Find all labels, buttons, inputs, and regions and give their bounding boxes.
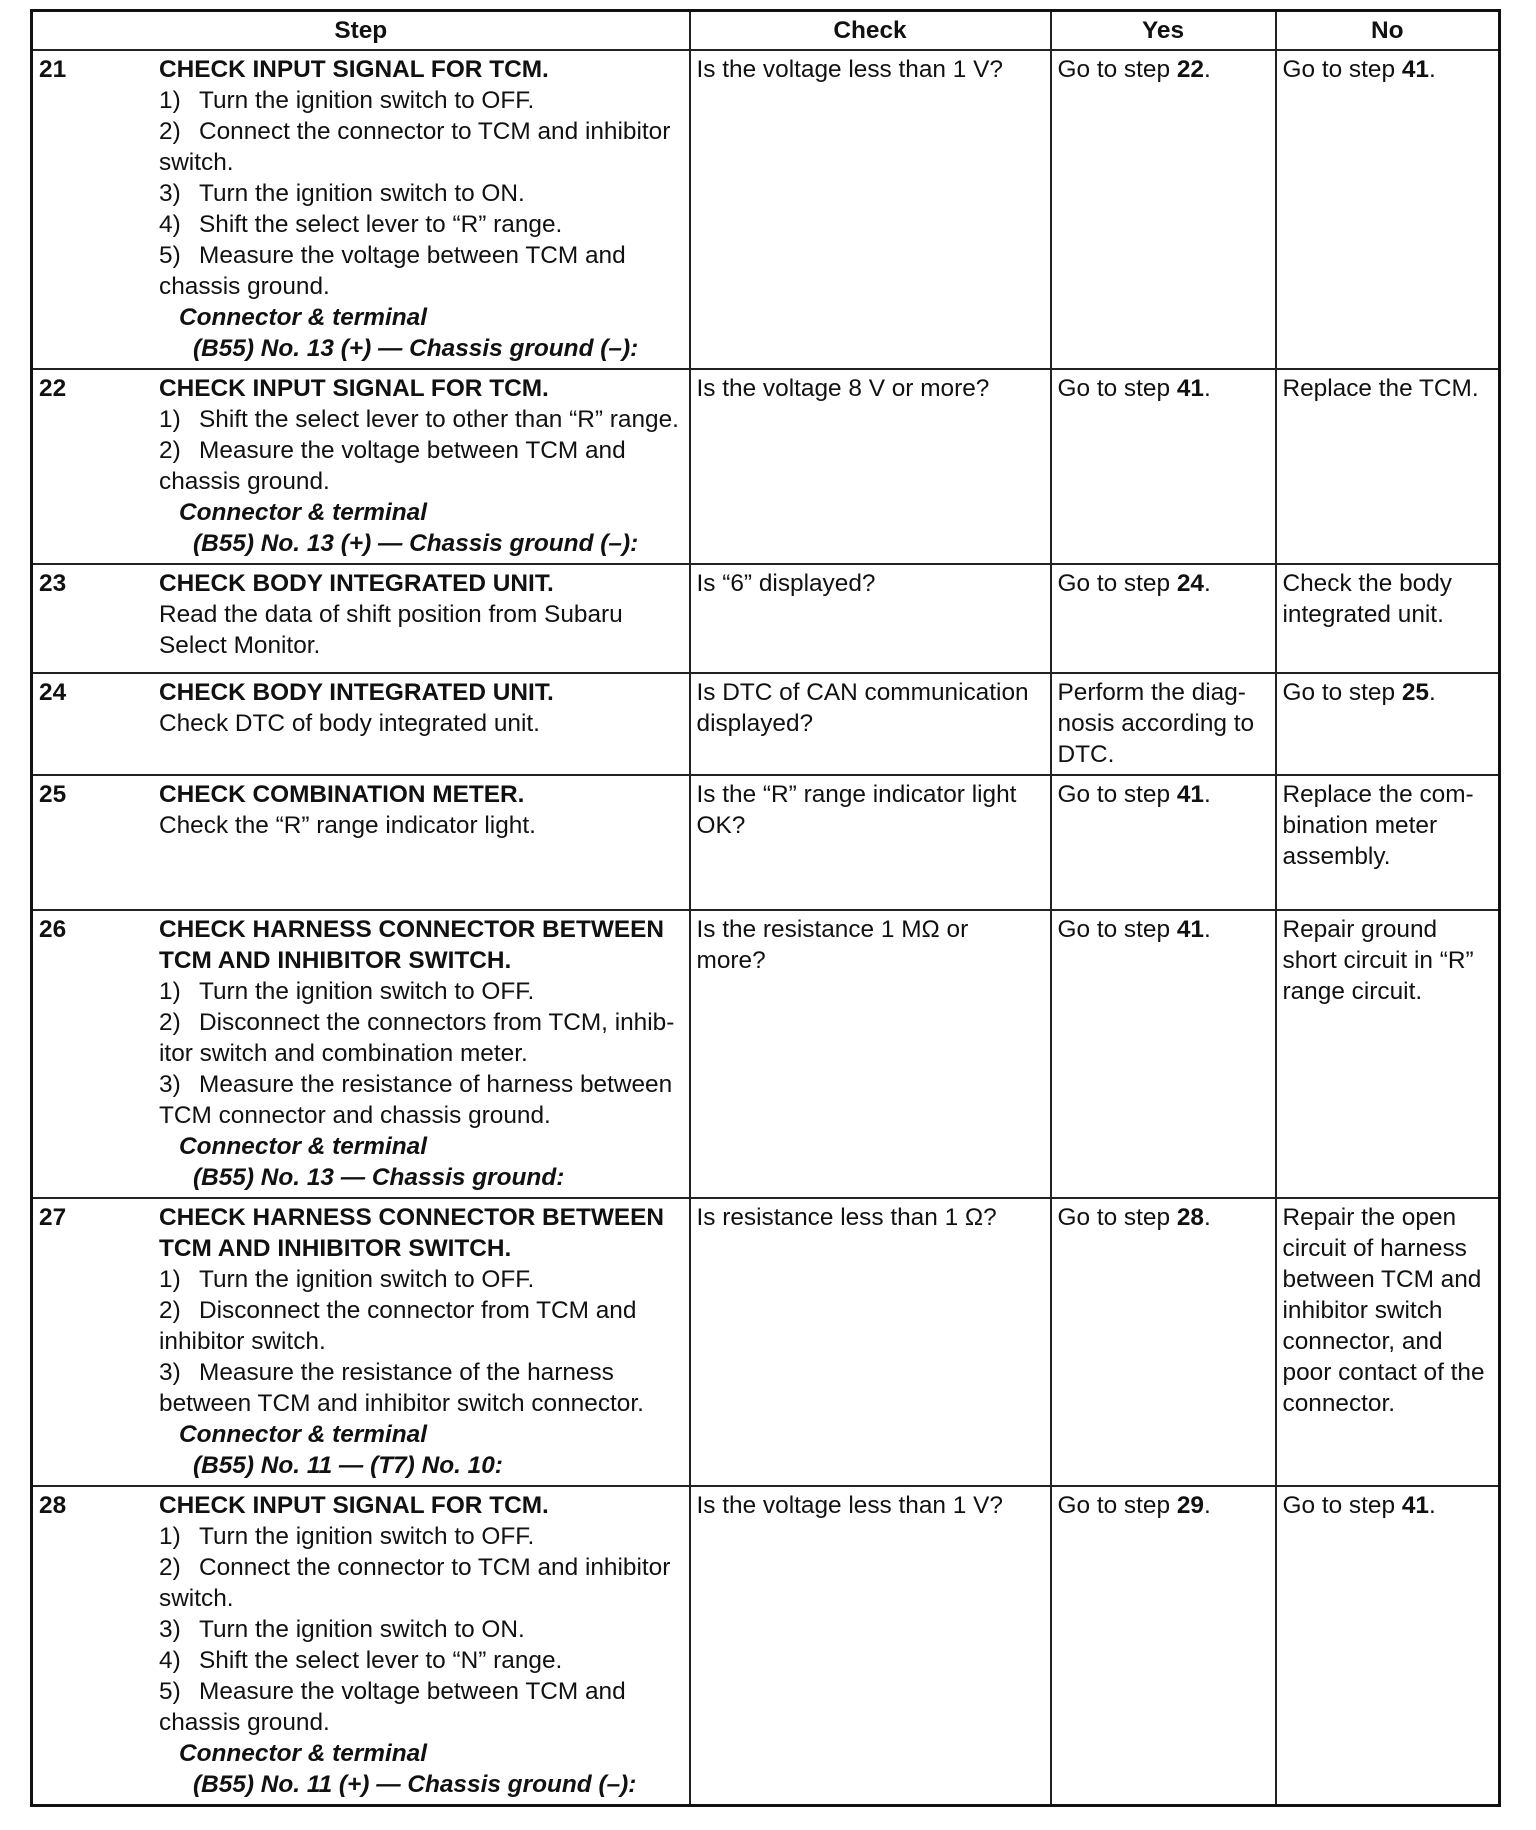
step-description: Check DTC of body integrated unit. (159, 710, 540, 737)
substep (159, 178, 683, 209)
no-text: Replace the com-bination meter assembly. (1282, 781, 1474, 870)
no-period: . (1428, 56, 1436, 83)
substep (159, 1295, 683, 1357)
connector-terminal: (B55) No. 11 (+) — Chassis ground (–): (193, 1771, 637, 1798)
step-number: 25 (39, 781, 67, 808)
table-row (32, 50, 1500, 369)
step-cell (32, 910, 690, 1198)
yes-cell (1051, 564, 1276, 673)
substep (159, 240, 683, 302)
connector-terminal: (B55) No. 13 (+) — Chassis ground (–): (193, 335, 639, 362)
step-cell (32, 564, 690, 673)
substep-number: 4) (159, 211, 181, 238)
no-cell (1276, 1198, 1500, 1486)
step-title: CHECK HARNESS CONNECTOR BETWEEN TCM AND INHIBITOR SWITCH. (159, 916, 665, 974)
connector-label: Connector & terminal (179, 1740, 428, 1767)
no-step-ref: 41 (1401, 1492, 1429, 1519)
step-cell (32, 775, 690, 910)
yes-prefix: Go to step (1057, 781, 1177, 808)
check-cell: Is the voltage 8 V or more? (690, 369, 1051, 564)
step-number: 23 (39, 570, 67, 597)
yes-step-ref: 28 (1176, 1204, 1204, 1231)
check-cell: Is the voltage less than 1 V? (690, 50, 1051, 369)
no-text: Replace the TCM. (1282, 375, 1479, 402)
substep (159, 435, 683, 497)
no-prefix: Go to step (1282, 679, 1402, 706)
substep-number: 3) (159, 180, 181, 207)
table-row (32, 369, 1500, 564)
step-content (159, 1490, 683, 1800)
yes-cell (1051, 369, 1276, 564)
step-number: 28 (39, 1492, 67, 1519)
substep-text: Disconnect the connectors from TCM, inhib-itor switch and combination meter. (159, 1009, 675, 1067)
yes-period: . (1203, 1204, 1211, 1231)
step-title: CHECK COMBINATION METER. (159, 781, 525, 808)
substep (159, 1007, 683, 1069)
yes-text: Perform the diag-nosis according to DTC. (1057, 679, 1255, 768)
yes-period: . (1203, 570, 1211, 597)
connector-label: Connector & terminal (179, 304, 428, 331)
substep-text: Connect the connector to TCM and inhibitor switch. (159, 118, 671, 176)
yes-prefix: Go to step (1057, 570, 1177, 597)
no-cell (1276, 673, 1500, 775)
yes-period: . (1203, 56, 1211, 83)
check-cell: Is “6” displayed? (690, 564, 1051, 673)
header-no: No (1276, 11, 1500, 51)
check-cell: Is the “R” range indicator light OK? (690, 775, 1051, 910)
no-text: Repair ground short circuit in “R” range circuit. (1282, 916, 1474, 1005)
substep-text: Connect the connector to TCM and inhibitor switch. (159, 1554, 671, 1612)
table-row (32, 564, 1500, 673)
step-content (159, 54, 683, 364)
no-cell (1276, 369, 1500, 564)
substep-text: Shift the select lever to other than “R” range. (199, 406, 679, 433)
step-description: Check the “R” range indicator light. (159, 812, 536, 839)
connector-terminal: (B55) No. 13 (+) — Chassis ground (–): (193, 530, 639, 557)
yes-cell (1051, 910, 1276, 1198)
yes-step-ref: 41 (1176, 916, 1204, 943)
substep (159, 1645, 683, 1676)
step-content (159, 373, 683, 559)
substep-number: 1) (159, 1266, 181, 1293)
step-number: 27 (39, 1204, 67, 1231)
connector-terminal: (B55) No. 11 — (T7) No. 10: (193, 1452, 503, 1479)
check-cell: Is DTC of CAN communication displayed? (690, 673, 1051, 775)
table-row (32, 673, 1500, 775)
step-content (159, 1202, 683, 1481)
substep-text: Turn the ignition switch to OFF. (199, 1523, 535, 1550)
substep-number: 1) (159, 87, 181, 114)
substep-text: Measure the resistance of the harness between TCM and inhibitor switch connector. (159, 1359, 644, 1417)
no-prefix: Go to step (1282, 56, 1402, 83)
step-title: CHECK BODY INTEGRATED UNIT. (159, 570, 554, 597)
step-description: Read the data of shift position from Subaru Select Monitor. (159, 601, 623, 659)
substep-number: 2) (159, 1009, 181, 1036)
substep (159, 209, 683, 240)
substep-text: Shift the select lever to “N” range. (199, 1647, 563, 1674)
substep-number: 1) (159, 1523, 181, 1550)
no-text: Repair the open circuit of harness between TCM and inhibitor switch connector, and poor contact of the connector. (1282, 1204, 1485, 1417)
step-content (159, 914, 683, 1193)
no-cell (1276, 910, 1500, 1198)
substep-text: Measure the resistance of harness between TCM connector and chassis ground. (159, 1071, 673, 1129)
yes-step-ref: 24 (1176, 570, 1204, 597)
step-content (159, 779, 683, 841)
no-period: . (1428, 1492, 1436, 1519)
step-content (159, 568, 683, 661)
substep-text: Turn the ignition switch to ON. (199, 1616, 525, 1643)
check-cell: Is the resistance 1 MΩ or more? (690, 910, 1051, 1198)
substep-number: 4) (159, 1647, 181, 1674)
yes-step-ref: 41 (1176, 781, 1204, 808)
connector-label: Connector & terminal (179, 1133, 428, 1160)
step-title: CHECK INPUT SIGNAL FOR TCM. (159, 1492, 549, 1519)
substep-text: Shift the select lever to “R” range. (199, 211, 563, 238)
yes-period: . (1203, 916, 1211, 943)
yes-prefix: Go to step (1057, 916, 1177, 943)
no-text: Check the body integrated unit. (1282, 570, 1452, 628)
step-title: CHECK BODY INTEGRATED UNIT. (159, 679, 554, 706)
step-title: CHECK INPUT SIGNAL FOR TCM. (159, 375, 549, 402)
substep (159, 1521, 683, 1552)
substep-text: Turn the ignition switch to OFF. (199, 87, 535, 114)
no-step-ref: 25 (1401, 679, 1429, 706)
substep (159, 1614, 683, 1645)
no-step-ref: 41 (1401, 56, 1429, 83)
table-body (32, 50, 1500, 1806)
step-cell (32, 369, 690, 564)
diagnostic-procedure-page (30, 9, 1498, 1819)
no-cell (1276, 50, 1500, 369)
connector-terminal: (B55) No. 13 — Chassis ground: (193, 1164, 565, 1191)
substep-text: Measure the voltage between TCM and chassis ground. (159, 1678, 626, 1736)
step-number: 21 (39, 56, 67, 83)
table-row (32, 775, 1500, 910)
yes-period: . (1203, 781, 1211, 808)
substep-number: 5) (159, 242, 181, 269)
yes-prefix: Go to step (1057, 1492, 1177, 1519)
substep (159, 404, 683, 435)
step-cell (32, 1198, 690, 1486)
yes-period: . (1203, 375, 1211, 402)
substep-number: 2) (159, 437, 181, 464)
header-step: Step (32, 11, 690, 51)
substep-number: 5) (159, 1678, 181, 1705)
no-cell (1276, 564, 1500, 673)
diagnostic-table (30, 9, 1501, 1807)
substep-number: 3) (159, 1359, 181, 1386)
substep (159, 976, 683, 1007)
connector-label: Connector & terminal (179, 499, 428, 526)
substep-number: 2) (159, 118, 181, 145)
yes-prefix: Go to step (1057, 375, 1177, 402)
substep-text: Measure the voltage between TCM and chassis ground. (159, 242, 626, 300)
step-cell (32, 50, 690, 369)
substep (159, 1357, 683, 1419)
check-cell: Is the voltage less than 1 V? (690, 1486, 1051, 1806)
step-cell (32, 1486, 690, 1806)
substep-number: 2) (159, 1297, 181, 1324)
step-title: CHECK INPUT SIGNAL FOR TCM. (159, 56, 549, 83)
step-cell (32, 673, 690, 775)
step-content (159, 677, 683, 739)
substep-text: Turn the ignition switch to OFF. (199, 1266, 535, 1293)
substep-number: 1) (159, 978, 181, 1005)
substep (159, 1552, 683, 1614)
step-number: 26 (39, 916, 67, 943)
yes-cell (1051, 50, 1276, 369)
step-title: CHECK HARNESS CONNECTOR BETWEEN TCM AND INHIBITOR SWITCH. (159, 1204, 665, 1262)
yes-step-ref: 22 (1176, 56, 1204, 83)
yes-cell (1051, 1486, 1276, 1806)
substep (159, 1069, 683, 1131)
substep-text: Turn the ignition switch to OFF. (199, 978, 535, 1005)
header-check: Check (690, 11, 1051, 51)
substep-text: Disconnect the connector from TCM and inhibitor switch. (159, 1297, 637, 1355)
header-yes: Yes (1051, 11, 1276, 51)
substep-number: 1) (159, 406, 181, 433)
table-row (32, 1198, 1500, 1486)
substep (159, 85, 683, 116)
substep (159, 1264, 683, 1295)
table-row (32, 1486, 1500, 1806)
substep-number: 2) (159, 1554, 181, 1581)
substep (159, 116, 683, 178)
yes-cell (1051, 673, 1276, 775)
yes-prefix: Go to step (1057, 56, 1177, 83)
yes-prefix: Go to step (1057, 1204, 1177, 1231)
yes-period: . (1203, 1492, 1211, 1519)
yes-step-ref: 41 (1176, 375, 1204, 402)
step-number: 24 (39, 679, 67, 706)
yes-cell (1051, 1198, 1276, 1486)
substep-number: 3) (159, 1071, 181, 1098)
substep-number: 3) (159, 1616, 181, 1643)
substep-text: Turn the ignition switch to ON. (199, 180, 525, 207)
table-row (32, 910, 1500, 1198)
no-prefix: Go to step (1282, 1492, 1402, 1519)
no-period: . (1428, 679, 1436, 706)
connector-label: Connector & terminal (179, 1421, 428, 1448)
substep-text: Measure the voltage between TCM and chassis ground. (159, 437, 626, 495)
yes-cell (1051, 775, 1276, 910)
no-cell (1276, 1486, 1500, 1806)
yes-step-ref: 29 (1176, 1492, 1204, 1519)
substep (159, 1676, 683, 1738)
check-cell: Is resistance less than 1 Ω? (690, 1198, 1051, 1486)
header-row (32, 11, 1500, 51)
step-number: 22 (39, 375, 67, 402)
no-cell (1276, 775, 1500, 910)
